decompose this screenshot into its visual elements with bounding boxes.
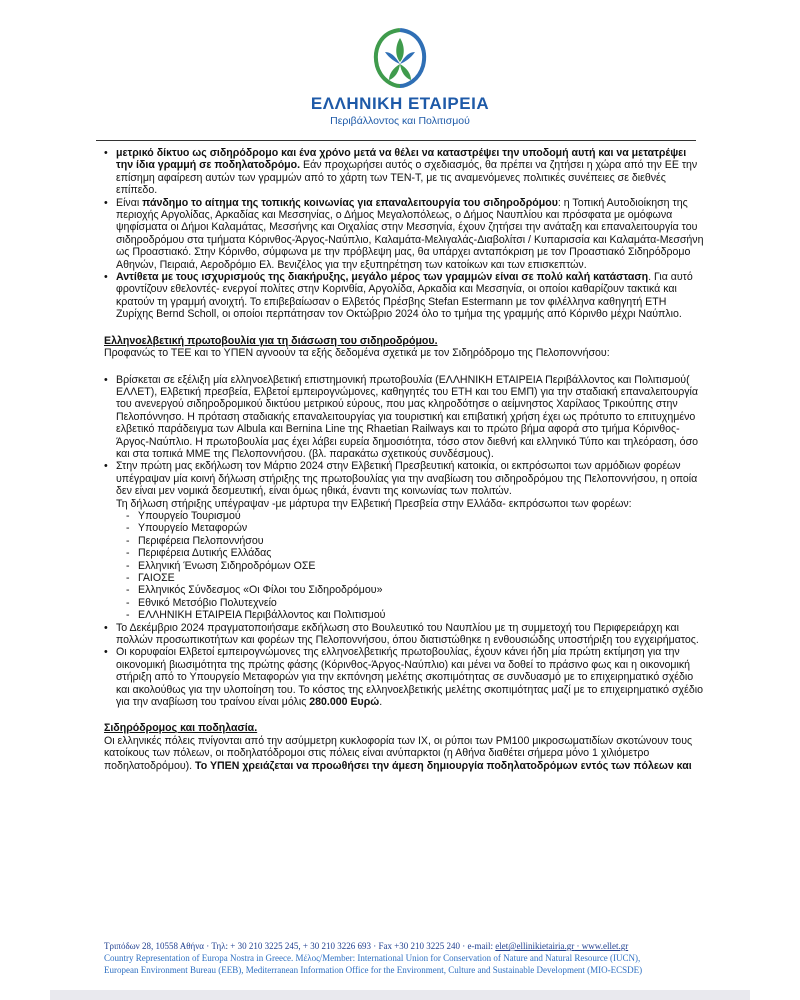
body-text: Οι ελληνικές πόλεις πνίγονται από την ασύμμετρη κυκλοφορία των ΙΧ, οι ρύποι των ΡΜ100 μικροσωματιδίων σκοτώνουν τους κατοίκους των πόλεων, οι ποδηλατόδρομοι στις πόλεις είναι ανύπαρκτοι (η Αθήνα διαθέτει σήμερα μόνο 1 χιλιόμετρο ποδηλατοδρόμου).	[104, 734, 693, 772]
footer-membership-line: European Environment Bureau (EEB), Mediterranean Information Office for the Environment, Culture and Sustainable Development (MIO-ECSDE)	[104, 965, 643, 975]
organizations-list	[116, 510, 704, 622]
bullet-list-1	[104, 147, 704, 321]
letterhead	[0, 0, 800, 142]
organization-name: ΕΛΛΗΝΙΚΗ ΕΤΑΙΡΕΙΑ	[310, 94, 490, 113]
organization-item: - Περιφέρεια Πελοποννήσου	[126, 535, 704, 547]
bold-text: πάνδημο το αίτημα της τοπικής κοινωνίας για επαναλειτουργία του σιδηροδρόμου	[142, 196, 558, 209]
organization-subtitle: Περιβάλλοντος και Πολιτισμού	[330, 115, 470, 127]
section-title: Ελληνοελβετική πρωτοβουλία για τη διάσωση του σιδηροδρόμου.	[104, 334, 438, 347]
organization-item: - Περιφέρεια Δυτικής Ελλάδας	[126, 547, 704, 559]
section-title: Σιδηρόδρομος και ποδηλασία.	[104, 722, 258, 735]
letterhead-footer	[104, 940, 704, 976]
organization-logo	[355, 22, 445, 92]
website-link[interactable]: · www.ellet.gr	[574, 941, 629, 951]
list-item	[104, 460, 704, 621]
bold-text: Αντίθετα με τους ισχυρισμούς της διακήρυξης, μεγάλο μέρος των γραμμών είναι σε πολύ καλή κατάσταση	[116, 271, 649, 284]
bold-text: μετρικό δίκτυο ως σιδηρόδρομο και ένα χρόνο μετά να θέλει να καταστρέψει την υποδομή αυτή και να μετατρέψει την ίδια γραμμή σε ποδηλατοδρόμο.	[116, 147, 687, 172]
list-item	[104, 271, 704, 321]
organization-item: - ΓΑΙΟΣΕ	[126, 572, 704, 584]
organization-item: - ΕΛΛΗΝΙΚΗ ΕΤΑΙΡΕΙΑ Περιβάλλοντος και Πολιτισμού	[126, 609, 704, 621]
list-item: • Το Δεκέμβριο 2024 πραγματοποιήσαμε εκδήλωση στο Βουλευτικό του Ναυπλίου με τη συμμετοχή του Περιφερειάρχη και πολλών προσωπικοτήτων και φορέων της Πελοποννήσου, όπου διατιστώθηκε η ενθουσιώδης υποστήριξη του εγχειρήματος.	[104, 622, 704, 647]
paragraph	[104, 735, 704, 772]
organization-item: - Εθνικό Μετσόβιο Πολυτεχνείο	[126, 597, 704, 609]
list-item	[104, 197, 704, 271]
organization-item: - Ελληνική Ένωση Σιδηροδρόμων ΟΣΕ	[126, 560, 704, 572]
body-text: Εάν προχωρήσει αυτός ο σχεδιασμός, θα πρέπει να ζητήσει η χώρα από την ΕΕ την επίσημη αφαίρεση αυτών των γραμμών από το χάρτη των ΤΕΝ-Τ, με τις αναμενόμενες πολιτικές συνέπειες σε διεθνές επίπεδο.	[116, 159, 698, 197]
email-link[interactable]: elet@ellinikietairia.gr	[495, 941, 575, 951]
list-item: • Οι κορυφαίοι Ελβετοί εμπειρογνώμονες της ελληνοελβετικής πρωτοβουλίας, έχουν κάνει ήδη μία πρώτη εκτίμηση για την οικονομική βιωσιμότητα της πρώτης φάσης (Κόρινθος-Άργος-Ναύπλιο) και μένει να δοθεί το πράσινο φως και η οικονομική στήριξη από το Υπουργείο Μεταφορών για την εκπόνηση μελέτης σκοπιμότητας σε συνδυασμό με το επιχειρηματικό σχέδιο και ακολούθως για την υλοποίηση του. Το κόστος της ελληνοελβετικής μελέτης σκοπιμότητας μαζί με το επιχειρηματικό σχέδιο για την αναβίωση του τραίνου είναι μόλις 280.000 Ευρώ.	[104, 646, 704, 708]
bullet-list-2	[104, 374, 704, 709]
footer-contact-line: Τριπόδων 28, 10558 Αθήνα · Τηλ: + 30 210 3225 245, + 30 210 3226 693 · Fax +30 210 3225 240 · e-mail: elet@ellinikietairia.gr · www.ellet.gr	[104, 941, 629, 951]
body-text: : η Τοπική Αυτοδιοίκηση της περιοχής Αργολίδας, Αρκαδίας και Μεσσηνίας, ο Δήμος Μεγαλοπόλεως, ο Δήμος Ναυπλίου και πρόσφατα με ομόφωνα ψηφίσματα οι Δήμοι Καλαμάτας, Μεσσήνης και Οιχαλίας στην Μεσσηνία, έχουν ζητήσει την ανάταξη και επαναλειτουργία του σιδηροδρόμου στα τμήματα Κόρινθος-Άργος-Ναύπλιο, Καλαμάτα-Μελιγαλάς-Διαβολίτσι / Κυπαρισσία και Καλαμάτα-Μεσσήνη ως Προαστιακό. Στην Κόρινθο, σύμφωνα με την πρόβλεψη μας, θα υπάρχει ανταπόκριση με τον Προαστιακό Σιδηρόδρομο Αθηνών, Πειραιά, Αεροδρόμιο Ελ. Βενιζέλος για την εξυπηρέτηση των κατοίκων και των επισκεπτών.	[116, 196, 704, 271]
bold-text: Το ΥΠΕΝ χρειάζεται να προωθήσει την άμεση δημιουργία ποδηλατοδρόμων εντός των πόλεων και	[195, 759, 692, 772]
body-text: Είναι	[116, 196, 143, 209]
list-item	[104, 147, 704, 197]
section-intro: Προφανώς το ΤΕΕ και το ΥΠΕΝ αγνοούν τα εξής δεδομένα σχετικά με τον Σιδηρόδρομο της Πελοποννήσου:	[104, 347, 610, 360]
page-bottom-edge	[50, 990, 750, 1000]
organization-item: - Υπουργείο Μεταφορών	[126, 522, 704, 534]
body-text: Τη δήλωση στήριξης υπέγραψαν -με μάρτυρα την Ελβετική Πρεσβεία στην Ελλάδα- εκπρόσωποι των φορέων:	[116, 497, 632, 510]
organization-item: - Υπουργείο Τουρισμού	[126, 510, 704, 522]
body-text: . Για αυτό φροντίζουν εθελοντές- ενεργοί πολίτες στην Κορινθία, Αργολίδα, Αρκαδία και Μεσσηνία, οι οποίοι καθαρίζουν τακτικά και κρατούν τη γραμμή ανοιχτή. Το επιβεβαίωσαν ο Ελβετός Πρέσβης Stefan Estermann με τον φιλέλληνα καθηγητή ΕΤΗ Ζυρίχης Bernd Scholl, οι οποίοι περπάτησαν τον Οκτώβριο 2024 όλο το τμήμα της γραμμής από Κόρινθο μέχρι Ναύπλιο.	[116, 271, 693, 321]
list-item: • Βρίσκεται σε εξέλιξη μία ελληνοελβετική επιστημονική πρωτοβουλία (ΕΛΛΗΝΙΚΗ ΕΤΑΙΡΕΙΑ Περιβάλλοντος και Πολιτισμού( ΕΛΛΕΤ), Ελβετική πρεσβεία, Ελβετοί εμπειρογνώμονες, καθηγητές του ΕΤΗ και του ΕΜΠ) για την σταδιακή επαναλειτουργία του ανενεργού σιδηροδρομικού δικτύου μετρικού εύρους, που μας κληροδότησε ο αείμνηστος Χαρίλαος Τρικούπης στην Πελοπόννησο. Η πρόταση σταδιακής επαναλειτουργίας για τουριστική και επιβατική χρήση έχει ως πρότυπο το επιτυχημένο ελβετικό παράδειγμα των Albula και Bernina Line της Rhaetian Railways και το πρώτο βήμα αφορά στο τμήμα Κόρινθος-Άργος-Ναύπλιο. Η πρωτοβουλία μας έχει λάβει ευρεία δημοσιότητα, τόσο στον διεθνή και ελληνικό Τύπο και τηλεόραση, όσο και στα τοπικά ΜΜΕ της Πελοποννήσου. (βλ. παρακάτω σχετικούς συνδέσμους).	[104, 374, 704, 461]
footer-membership-line: Country Representation of Europa Nostra in Greece. Μέλος/Member: International Union for Conservation of Nature and Natural Resource (IUCN),	[104, 953, 641, 963]
document-body	[104, 147, 704, 772]
organization-item: - Ελληνικός Σύνδεσμος «Οι Φίλοι του Σιδηροδρόμου»	[126, 584, 704, 596]
body-text: Οι κορυφαίοι Ελβετοί εμπειρογνώμονες της ελληνοελβετικής πρωτοβουλίας, έχουν κάνει ήδη μία πρώτη εκτίμηση για την οικονομική βιωσιμότητα της πρώτης φάσης (Κόρινθος-Άργος-Ναύπλιο) και μένει να δοθεί το πράσινο φως και η οικονομική στήριξη από το Υπουργείο Μεταφορών για την εκπόνηση μελέτης σκοπιμότητας σε συνδυασμό με το επιχειρηματικό σχέδιο και ακολούθως για την υλοποίηση του. Το κόστος της ελληνοελβετικής μελέτης σκοπιμότητας μαζί με το επιχειρηματικό σχέδιο για την αναβίωση του τραίνου είναι μόλις	[116, 646, 703, 709]
body-text: Στην πρώτη μας εκδήλωση τον Μάρτιο 2024 στην Ελβετική Πρεσβευτική κατοικία, οι εκπρόσωποι των αρμόδιων φορέων υπέγραψαν μία κοινή δήλωση στήριξης της πρωτοβουλίας για την αναβίωση του σιδηροδρόμου της Πελοποννήσου, η οποία δεν είναι μεν νομικά δεσμευτική, είναι όμως ηθικά, έναντι της κοινωνίας των πολιτών.	[116, 460, 698, 498]
header-divider	[96, 140, 696, 141]
bold-text: 280.000 Ευρώ	[309, 696, 380, 709]
